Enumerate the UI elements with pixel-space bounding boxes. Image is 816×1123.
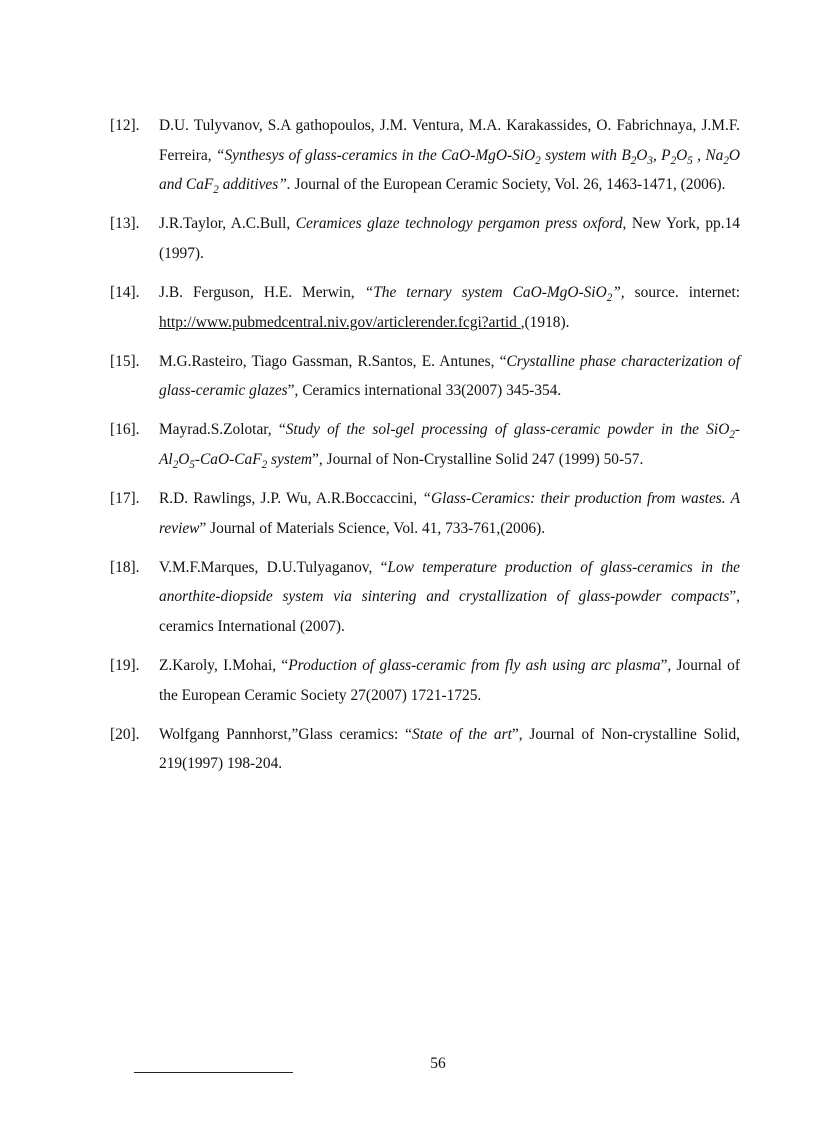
reference-title-fragment: 2 — [606, 292, 613, 305]
reference-item — [110, 278, 740, 337]
reference-number: [13]. — [110, 215, 140, 233]
reference-text-fragment: ,(1918). — [520, 313, 570, 331]
reference-number: [19]. — [110, 657, 140, 674]
reference-title-fragment: “Glass-Ceramics: their production from wastes. A review — [159, 490, 740, 537]
reference-title-fragment: State of the art — [411, 725, 512, 743]
reference-item — [110, 553, 740, 642]
reference-item — [110, 651, 740, 710]
reference-item — [110, 484, 740, 543]
reference-text-fragment: Mayrad.S.Zolotar, “ — [159, 421, 286, 439]
reference-text — [159, 720, 740, 779]
reference-item — [110, 415, 740, 474]
reference-text — [159, 111, 740, 200]
reference-title-fragment: O — [636, 146, 648, 164]
reference-text-fragment: ”, Ceramics international 33(2007) 345-354. — [287, 382, 562, 400]
reference-text-fragment: J.R.Taylor, A.C.Bull, — [159, 215, 296, 233]
reference-title-fragment: Study of the sol-gel processing of glass-ceramic powder in the SiO — [285, 421, 730, 439]
reference-text-fragment: Journal of the European Ceramic Society, Vol. 26, 1463-1471, (2006). — [290, 176, 726, 194]
reference-title-fragment: 2 — [172, 459, 179, 472]
reference-text — [159, 278, 740, 337]
reference-title-fragment: 5 — [687, 154, 693, 167]
reference-text — [159, 415, 740, 474]
reference-number: [20]. — [110, 725, 140, 743]
reference-title-fragment: “Synthesys of glass-ceramics in the CaO-MgO-SiO — [215, 146, 536, 164]
reference-text — [159, 553, 740, 642]
reference-title-fragment: , P — [652, 146, 671, 164]
reference-title-fragment: O — [676, 146, 688, 164]
reference-list — [110, 111, 740, 788]
reference-text-fragment: D.U. Tulyvanov, S.A gathopoulos, J.M. Ventura, M.A. Karakassides, O. Fabrichnaya, J.M.F. Ferreira, — [159, 117, 740, 164]
reference-title-fragment: , Na — [692, 146, 724, 164]
reference-number: [14]. — [110, 283, 140, 301]
reference-text-fragment: ”, Journal of the European Ceramic Society 27(2007) 1721-1725. — [159, 657, 740, 704]
reference-text-fragment: ”, Journal of Non-Crystalline Solid 247 (1999) 50-57. — [312, 450, 644, 468]
reference-title-fragment: 2 — [723, 154, 729, 167]
reference-title-fragment: system — [267, 450, 313, 468]
reference-title-fragment: “The ternary system CaO-MgO-SiO — [364, 283, 607, 301]
reference-number: [16]. — [110, 421, 140, 439]
reference-text — [159, 347, 740, 406]
reference-text-fragment: M.G.Rasteiro, Tiago Gassman, R.Santos, E. Antunes, “ — [159, 352, 507, 370]
reference-title-fragment: 2 — [261, 459, 268, 472]
reference-item — [110, 720, 740, 779]
reference-text-fragment: V.M.F.Marques, D.U.Tulyaganov, “ — [159, 558, 388, 576]
reference-link[interactable]: http://www.pubmedcentral.niv.gov/articlerender.fcgi?artid — [159, 313, 521, 331]
reference-title-fragment: O — [178, 450, 190, 468]
reference-item — [110, 111, 740, 200]
reference-title-fragment: 5 — [189, 459, 195, 472]
reference-text — [159, 484, 740, 543]
reference-text-fragment: J.B. Ferguson, H.E. Merwin, — [159, 283, 365, 301]
reference-title-fragment: ”, — [612, 283, 625, 301]
reference-number: [15]. — [110, 352, 140, 370]
reference-item — [110, 347, 740, 406]
reference-text-fragment: R.D. Rawlings, J.P. Wu, A.R.Boccaccini, — [159, 490, 423, 508]
page-number: 56 — [430, 1055, 446, 1072]
reference-number: [12]. — [110, 117, 140, 134]
reference-text-fragment: ”, ceramics International (2007). — [159, 588, 740, 635]
reference-number: [17]. — [110, 490, 140, 508]
reference-title-fragment: -CaO-CaF — [194, 450, 262, 468]
reference-text-fragment: source. internet: — [624, 283, 740, 301]
reference-title-fragment: system with B — [540, 146, 631, 164]
reference-title-fragment: Production of glass-ceramic from fly ash using arc plasma — [288, 657, 661, 674]
reference-item — [110, 209, 740, 268]
reference-title-fragment: -Al — [159, 421, 741, 468]
reference-text-fragment: ”, Journal of Non-crystalline Solid, 219(1997) 198-204. — [159, 725, 740, 773]
reference-title-fragment: Low temperature production of glass-ceramics in the anorthite-diopside system via sintering and crystallization of glass-powder compacts — [159, 558, 741, 606]
reference-title-fragment: Ceramices glaze technology pergamon press oxford — [295, 215, 623, 233]
reference-title-fragment: 2 — [535, 154, 541, 167]
reference-title-fragment: additives”. — [218, 176, 291, 194]
reference-title-fragment: 2 — [213, 184, 219, 197]
reference-number: [18]. — [110, 558, 140, 576]
reference-text — [159, 651, 740, 710]
reference-text-fragment: ” Journal of Materials Science, Vol. 41, 733-761,(2006). — [199, 519, 546, 537]
reference-title-fragment: 3 — [647, 154, 653, 167]
reference-title-fragment: 2 — [630, 154, 637, 167]
reference-title-fragment: 2 — [729, 429, 735, 442]
reference-title-fragment: Crystalline phase characterization of glass-ceramic glazes — [159, 352, 741, 400]
reference-title-fragment: O and CaF — [159, 146, 740, 194]
reference-title-fragment: 2 — [670, 154, 677, 167]
reference-text-fragment: Z.Karoly, I.Mohai, “ — [159, 657, 289, 674]
reference-text-fragment: , New York, pp.14 (1997). — [159, 215, 740, 262]
reference-text — [159, 209, 740, 268]
reference-text-fragment: Wolfgang Pannhorst,”Glass ceramics: “ — [159, 725, 412, 743]
